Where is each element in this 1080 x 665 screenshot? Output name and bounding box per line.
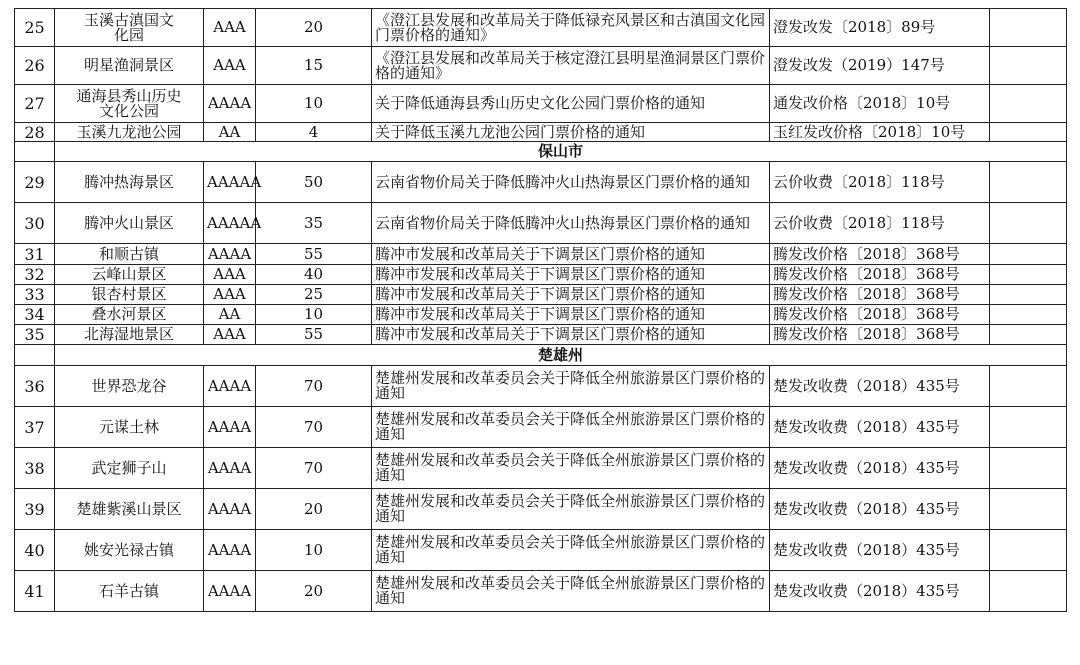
remark-cell — [990, 448, 1067, 489]
row-number-cell: 37 — [15, 407, 55, 448]
remark-cell — [990, 47, 1067, 85]
table-row — [15, 407, 1067, 448]
row-number-cell: 29 — [15, 162, 55, 203]
notice-title-cell: 楚雄州发展和改革委员会关于降低全州旅游景区门票价格的通知 — [372, 489, 770, 530]
ticket-price-cell: 15 — [256, 47, 372, 85]
scenic-name-cell — [55, 448, 204, 489]
rating-level-cell: AAA — [204, 325, 256, 345]
table-row — [15, 244, 1067, 265]
table-row — [15, 9, 1067, 47]
rating-level-cell: AAA — [204, 265, 256, 285]
row-number-cell: 41 — [15, 571, 55, 612]
scenic-name-text: 姚安光禄古镇 — [83, 540, 174, 559]
rating-level-cell: AAAA — [204, 571, 256, 612]
scenic-name-text: 楚雄紫溪山景区 — [76, 499, 182, 518]
notice-title-cell: 云南省物价局关于降低腾冲火山热海景区门票价格的通知 — [372, 203, 770, 244]
row-number-cell: 40 — [15, 530, 55, 571]
table-row — [15, 47, 1067, 85]
ticket-price-cell: 40 — [256, 265, 372, 285]
notice-title-cell: 云南省物价局关于降低腾冲火山热海景区门票价格的通知 — [372, 162, 770, 203]
row-number-cell: 31 — [15, 244, 55, 265]
rating-level-cell: AA — [204, 123, 256, 142]
table-row — [15, 85, 1067, 123]
scenic-name-cell — [55, 325, 204, 345]
scenic-name-cell — [55, 265, 204, 285]
document-number-cell: 通发改价格〔2018〕10号 — [770, 85, 990, 123]
document-number-cell: 楚发改收费（2018）435号 — [770, 448, 990, 489]
rating-level-cell: AAAA — [204, 366, 256, 407]
scenic-name-cell — [55, 285, 204, 305]
table-row — [15, 203, 1067, 244]
ticket-price-cell: 55 — [256, 244, 372, 265]
remark-cell — [990, 244, 1067, 265]
notice-title-cell: 楚雄州发展和改革委员会关于降低全州旅游景区门票价格的通知 — [372, 407, 770, 448]
row-number-cell: 30 — [15, 203, 55, 244]
scenic-name-cell — [55, 244, 204, 265]
scenic-name-text: 武定狮子山 — [91, 458, 167, 477]
notice-title-cell: 关于降低玉溪九龙池公园门票价格的通知 — [372, 123, 770, 142]
scenic-name-text: 世界恐龙谷 — [91, 376, 167, 395]
document-number-cell: 楚发改收费（2018）435号 — [770, 530, 990, 571]
rating-level-cell: AAAA — [204, 407, 256, 448]
ticket-price-cell: 10 — [256, 530, 372, 571]
rating-level-cell: AAA — [204, 285, 256, 305]
scenic-name-cell — [55, 123, 204, 142]
ticket-price-cell: 20 — [256, 489, 372, 530]
remark-cell — [990, 162, 1067, 203]
document-number-cell: 楚发改收费（2018）435号 — [770, 489, 990, 530]
rating-level-cell: AAAAA — [204, 203, 256, 244]
scenic-name-text: 叠水河景区 — [91, 305, 167, 323]
scenic-name-text: 玉溪九龙池公园 — [76, 122, 182, 141]
ticket-price-cell: 55 — [256, 325, 372, 345]
section-header-row — [15, 345, 1067, 366]
table-row — [15, 366, 1067, 407]
scenic-name-cell — [55, 85, 204, 123]
scenic-name-text: 云峰山景区 — [91, 265, 167, 283]
document-number-cell: 澄发改发（2019）147号 — [770, 47, 990, 85]
table-row — [15, 265, 1067, 285]
scenic-name-cell — [55, 530, 204, 571]
remark-cell — [990, 325, 1067, 345]
remark-cell — [990, 265, 1067, 285]
ticket-price-cell: 70 — [256, 448, 372, 489]
scenic-name-cell — [55, 162, 204, 203]
table-row — [15, 325, 1067, 345]
row-number-cell: 33 — [15, 285, 55, 305]
remark-cell — [990, 530, 1067, 571]
table-row — [15, 571, 1067, 612]
ticket-price-cell: 4 — [256, 123, 372, 142]
remark-cell — [990, 489, 1067, 530]
section-title: 保山市 — [55, 142, 1067, 162]
rating-level-cell: AAA — [204, 47, 256, 85]
remark-cell — [990, 305, 1067, 325]
ticket-price-cell: 25 — [256, 285, 372, 305]
scenic-name-text: 和顺古镇 — [98, 244, 159, 263]
rating-level-cell: AA — [204, 305, 256, 325]
notice-title-cell: 楚雄州发展和改革委员会关于降低全州旅游景区门票价格的通知 — [372, 530, 770, 571]
remark-cell — [990, 9, 1067, 47]
rating-level-cell: AAA — [204, 9, 256, 47]
document-number-cell: 楚发改收费（2018）435号 — [770, 407, 990, 448]
row-number-cell: 36 — [15, 366, 55, 407]
ticket-price-cell: 70 — [256, 366, 372, 407]
notice-title-cell: 腾冲市发展和改革局关于下调景区门票价格的通知 — [372, 305, 770, 325]
document-number-cell: 楚发改收费（2018）435号 — [770, 571, 990, 612]
rating-level-cell: AAAAA — [204, 162, 256, 203]
document-number-cell: 楚发改收费（2018）435号 — [770, 366, 990, 407]
table-row — [15, 448, 1067, 489]
row-number-cell: 25 — [15, 9, 55, 47]
scenic-name-text: 明星渔洞景区 — [83, 56, 174, 74]
table-row — [15, 489, 1067, 530]
remark-cell — [990, 85, 1067, 123]
row-number-cell: 26 — [15, 47, 55, 85]
scenic-name-text: 腾冲火山景区 — [83, 213, 174, 232]
document-number-cell: 腾发改价格〔2018〕368号 — [770, 325, 990, 345]
notice-title-cell: 关于降低通海县秀山历史文化公园门票价格的通知 — [372, 85, 770, 123]
scenic-name-cell — [55, 571, 204, 612]
document-number-cell: 腾发改价格〔2018〕368号 — [770, 265, 990, 285]
section-title: 楚雄州 — [55, 345, 1067, 366]
scenic-name-text: 石羊古镇 — [98, 581, 159, 600]
notice-title-cell: 腾冲市发展和改革局关于下调景区门票价格的通知 — [372, 285, 770, 305]
notice-title-cell: 腾冲市发展和改革局关于下调景区门票价格的通知 — [372, 325, 770, 345]
rating-level-cell: AAAA — [204, 85, 256, 123]
scenic-name-cell — [55, 47, 204, 85]
scenic-name-text: 元谋土林 — [98, 417, 159, 436]
ticket-price-cell: 70 — [256, 407, 372, 448]
notice-title-cell: 楚雄州发展和改革委员会关于降低全州旅游景区门票价格的通知 — [372, 571, 770, 612]
notice-title-cell: 腾冲市发展和改革局关于下调景区门票价格的通知 — [372, 265, 770, 285]
scenic-name-text: 银杏村景区 — [91, 285, 167, 303]
row-number-cell: 39 — [15, 489, 55, 530]
row-number-cell: 32 — [15, 265, 55, 285]
document-number-cell: 腾发改价格〔2018〕368号 — [770, 305, 990, 325]
remark-cell — [990, 285, 1067, 305]
scenic-name-text: 通海县秀山历史文化公园 — [76, 86, 182, 120]
scenic-name-text: 玉溪古滇国文化园 — [83, 10, 174, 44]
ticket-price-cell: 35 — [256, 203, 372, 244]
remark-cell — [990, 571, 1067, 612]
notice-title-cell: 《澄江县发展和改革局关于核定澄江县明星渔洞景区门票价格的通知》 — [372, 47, 770, 85]
row-number-cell: 27 — [15, 85, 55, 123]
scenic-name-text: 北海湿地景区 — [83, 325, 174, 343]
rating-level-cell: AAAA — [204, 489, 256, 530]
document-number-cell: 腾发改价格〔2018〕368号 — [770, 244, 990, 265]
notice-title-cell: 楚雄州发展和改革委员会关于降低全州旅游景区门票价格的通知 — [372, 366, 770, 407]
scenic-name-cell — [55, 9, 204, 47]
table-row — [15, 305, 1067, 325]
scenic-name-cell — [55, 305, 204, 325]
ticket-price-cell: 50 — [256, 162, 372, 203]
section-spacer-cell — [15, 142, 55, 162]
table-row — [15, 530, 1067, 571]
row-number-cell: 38 — [15, 448, 55, 489]
scenic-price-table — [14, 8, 1067, 612]
ticket-price-cell: 10 — [256, 85, 372, 123]
remark-cell — [990, 366, 1067, 407]
rating-level-cell: AAAA — [204, 448, 256, 489]
table-body — [15, 9, 1067, 612]
ticket-price-cell: 20 — [256, 571, 372, 612]
notice-title-cell: 《澄江县发展和改革局关于降低禄充风景区和古滇国文化园门票价格的通知》 — [372, 9, 770, 47]
price-table-sheet — [14, 8, 1066, 612]
notice-title-cell: 腾冲市发展和改革局关于下调景区门票价格的通知 — [372, 244, 770, 265]
rating-level-cell: AAAA — [204, 530, 256, 571]
document-number-cell: 云价收费〔2018〕118号 — [770, 203, 990, 244]
section-spacer-cell — [15, 345, 55, 366]
remark-cell — [990, 203, 1067, 244]
document-number-cell: 腾发改价格〔2018〕368号 — [770, 285, 990, 305]
ticket-price-cell: 10 — [256, 305, 372, 325]
table-row — [15, 285, 1067, 305]
table-row — [15, 162, 1067, 203]
notice-title-cell: 楚雄州发展和改革委员会关于降低全州旅游景区门票价格的通知 — [372, 448, 770, 489]
remark-cell — [990, 123, 1067, 142]
remark-cell — [990, 407, 1067, 448]
row-number-cell: 34 — [15, 305, 55, 325]
scenic-name-cell — [55, 407, 204, 448]
section-header-row — [15, 142, 1067, 162]
document-number-cell: 云价收费〔2018〕118号 — [770, 162, 990, 203]
scenic-name-text: 腾冲热海景区 — [83, 172, 174, 191]
ticket-price-cell: 20 — [256, 9, 372, 47]
document-number-cell: 玉红发改价格〔2018〕10号 — [770, 123, 990, 142]
document-number-cell: 澄发改发〔2018〕89号 — [770, 9, 990, 47]
row-number-cell: 28 — [15, 123, 55, 142]
row-number-cell: 35 — [15, 325, 55, 345]
scenic-name-cell — [55, 203, 204, 244]
rating-level-cell: AAAA — [204, 244, 256, 265]
table-row — [15, 123, 1067, 142]
scenic-name-cell — [55, 366, 204, 407]
scenic-name-cell — [55, 489, 204, 530]
